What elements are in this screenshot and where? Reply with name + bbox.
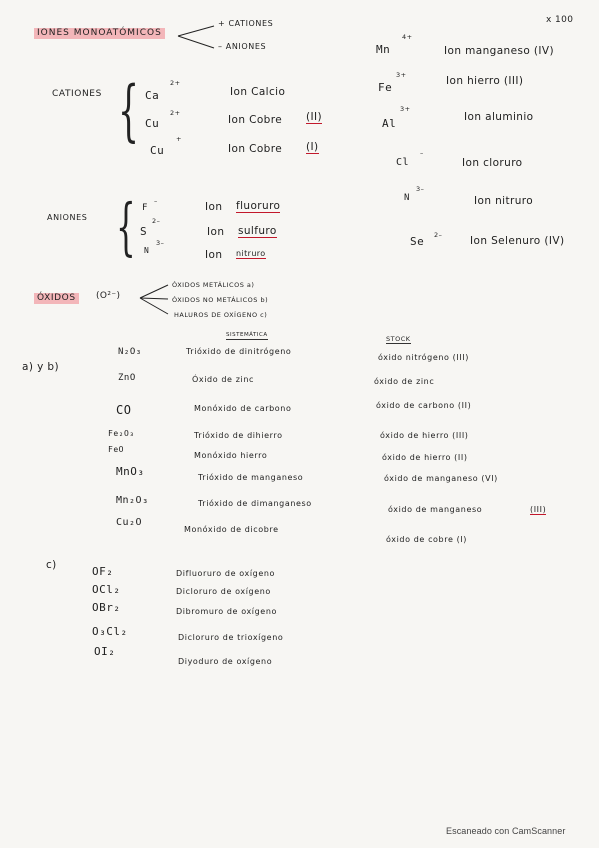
- halide-formula: OF₂: [92, 565, 114, 578]
- halide-formula: OI₂: [94, 645, 116, 658]
- cation-name: Ion Cobre: [228, 143, 283, 155]
- ion-charge: 3–: [416, 185, 425, 193]
- oxide-stock: óxido nitrógeno (III): [378, 353, 469, 362]
- cation-state: (I): [306, 141, 319, 153]
- halide-name: Diyoduro de oxígeno: [178, 657, 273, 666]
- cation-name: Ion Calcio: [230, 86, 286, 98]
- anion-name: Ion: [205, 201, 223, 213]
- anion-charge: 2–: [152, 217, 161, 225]
- oxide-sistematica: Trióxido de dihierro: [194, 431, 283, 440]
- ion-name: Ion cloruro: [462, 157, 523, 169]
- halide-name: Difluoruro de oxígeno: [176, 569, 276, 578]
- section-ab-label: a) y b): [22, 361, 59, 373]
- oxide-sistematica: Trióxido de manganeso: [198, 473, 304, 482]
- branch-cationes: + CATIONES: [218, 19, 274, 28]
- oxide-formula: MnO₃: [116, 465, 145, 478]
- anion-name: Ion: [205, 249, 223, 261]
- oxide-stock: óxido de manganeso (VI): [384, 474, 498, 483]
- oxide-sistematica: Óxido de zinc: [192, 375, 255, 384]
- oxide-formula: Mn₂O₃: [116, 495, 149, 506]
- oxide-formula: ZnO: [118, 373, 136, 383]
- aniones-brace: {: [116, 190, 136, 263]
- anion-name-underlined: sulfuro: [238, 225, 277, 237]
- ion-charge: 4+: [402, 33, 413, 41]
- scanner-watermark: Escaneado con CamScanner: [446, 826, 566, 836]
- cationes-label: CATIONES: [52, 89, 102, 99]
- ion-charge: 3+: [400, 105, 411, 113]
- ion-formula: N: [404, 193, 410, 203]
- cation-state: (II): [306, 111, 322, 123]
- header-sistematica: SISTEMÁTICA: [226, 332, 268, 338]
- oxidos-formula: (O²⁻): [96, 291, 121, 301]
- oxidos-branch: HALUROS DE OXÍGENO c): [174, 311, 268, 319]
- cation-formula: Cu: [150, 144, 165, 157]
- oxidos-branch: ÓXIDOS NO METÁLICOS b): [172, 296, 269, 304]
- anion-name-underlined: fluoruro: [236, 200, 281, 212]
- oxide-stock: óxido de hierro (II): [382, 453, 468, 462]
- ion-charge: 2–: [434, 231, 443, 239]
- halide-name: Dicloruro de oxígeno: [176, 587, 271, 596]
- cation-charge: 2+: [170, 79, 181, 87]
- anion-name-underlined: nitruro: [236, 249, 266, 258]
- ion-name: Ion nitruro: [474, 195, 534, 207]
- anion-charge: –: [154, 197, 158, 205]
- ion-name: Ion Selenuro (IV): [470, 235, 565, 247]
- oxide-formula: CO: [116, 403, 132, 417]
- section-title-iones: IONES MONOATÓMICOS: [34, 28, 165, 39]
- ion-formula: Cl: [396, 157, 410, 168]
- cation-charge: 2+: [170, 109, 181, 117]
- anion-formula: S: [140, 225, 148, 238]
- oxide-stock: óxido de cobre (I): [386, 535, 468, 544]
- ion-formula: Se: [410, 235, 425, 248]
- halide-formula: OCl₂: [92, 583, 121, 596]
- anion-formula: N: [144, 246, 150, 255]
- oxide-stock: óxido de hierro (III): [380, 431, 469, 440]
- oxide-stock: óxido de carbono (II): [376, 401, 472, 410]
- halide-formula: OBr₂: [92, 601, 121, 614]
- anion-charge: 3–: [156, 239, 165, 247]
- ion-formula: Mn: [376, 43, 391, 56]
- oxidos-branch: ÓXIDOS METÁLICOS a): [172, 281, 255, 289]
- oxide-stock-underlined: (III): [530, 505, 547, 514]
- corner-note: x 100: [546, 15, 574, 25]
- halide-name: Dibromuro de oxígeno: [176, 607, 277, 616]
- oxide-stock: óxido de manganeso: [388, 505, 483, 514]
- cationes-brace: {: [118, 72, 139, 149]
- oxide-sistematica: Monóxido hierro: [194, 451, 268, 460]
- ion-charge: 3+: [396, 71, 407, 79]
- oxidos-title: ÓXIDOS: [34, 293, 79, 304]
- cation-formula: Ca: [145, 89, 160, 102]
- anion-name: Ion: [207, 226, 225, 238]
- oxide-sistematica: Trióxido de dinitrógeno: [186, 347, 292, 356]
- header-stock: STOCK: [386, 335, 411, 343]
- halide-name: Dicloruro de trioxígeno: [178, 633, 284, 642]
- halide-formula: O₃Cl₂: [92, 625, 128, 638]
- oxide-formula: N₂O₃: [118, 347, 142, 357]
- oxide-formula: Cu₂O: [116, 517, 143, 528]
- ion-name: Ion aluminio: [464, 111, 534, 123]
- cation-formula: Cu: [145, 117, 160, 130]
- ion-charge: –: [420, 149, 424, 157]
- aniones-label: ANIONES: [47, 213, 88, 222]
- ion-name: Ion hierro (III): [446, 75, 524, 87]
- oxide-formula: FeO: [108, 445, 124, 454]
- cation-charge: +: [176, 135, 182, 143]
- ion-name: Ion manganeso (IV): [444, 45, 554, 57]
- ion-formula: Fe: [378, 81, 393, 94]
- branch-aniones: – ANIONES: [218, 42, 267, 51]
- oxide-sistematica: Trióxido de dimanganeso: [198, 499, 312, 508]
- cation-name: Ion Cobre: [228, 114, 283, 126]
- section-c-label: c): [46, 559, 57, 571]
- oxide-formula: Fe₂O₃: [108, 429, 135, 438]
- anion-formula: F: [142, 203, 148, 213]
- oxide-stock: óxido de zinc: [374, 377, 435, 386]
- ion-formula: Al: [382, 117, 397, 130]
- oxide-sistematica: Monóxido de dicobre: [184, 525, 279, 534]
- oxide-sistematica: Monóxido de carbono: [194, 404, 292, 413]
